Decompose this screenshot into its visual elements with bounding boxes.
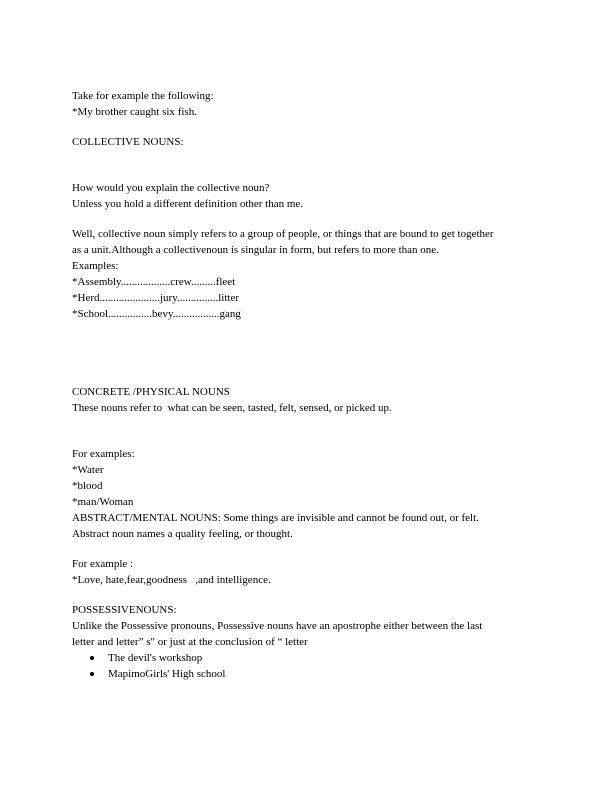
possessive-paragraph-line-2: letter and letter” s" or just at the conclusion of “ letter bbox=[72, 636, 308, 648]
abstract-example: *Love, hate,fear,goodness ,and intelligence. bbox=[72, 574, 271, 586]
collective-heading: COLLECTIVE NOUNS: bbox=[72, 136, 184, 148]
concrete-example-1: *Water bbox=[72, 464, 104, 476]
intro-line-2: *My brother caught six fish. bbox=[72, 106, 197, 118]
list-item: MapimoGirls' High school bbox=[108, 666, 542, 682]
document-page bbox=[72, 88, 542, 682]
list-item: The devil's workshop bbox=[108, 650, 542, 666]
intro-line-1: Take for example the following: bbox=[72, 90, 214, 102]
possessive-heading: POSSESSIVENOUNS: bbox=[72, 604, 177, 616]
collective-example-2: *Herd......................jury...............litter bbox=[72, 292, 240, 304]
concrete-description: These nouns refer to what can be seen, tasted, felt, sensed, or picked up. bbox=[72, 402, 392, 414]
possessive-examples-list bbox=[72, 650, 542, 682]
collective-examples-label: Examples: bbox=[72, 260, 119, 272]
collective-question-1: How would you explain the collective noun? bbox=[72, 182, 270, 194]
collective-example-3: *School................bevy.................gang bbox=[72, 308, 241, 320]
collective-question-2: Unless you hold a different definition other than me. bbox=[72, 198, 304, 210]
abstract-example-label: For example : bbox=[72, 558, 134, 570]
concrete-example-2: *blood bbox=[72, 480, 103, 492]
abstract-line-1: ABSTRACT/MENTAL NOUNS: Some things are invisible and cannot be found out, or felt. bbox=[72, 512, 479, 524]
collective-paragraph-line-2: as a unit.Although a collectivenoun is singular in form, but refers to more than one. bbox=[72, 244, 439, 256]
collective-example-1: *Assembly..................crew.........fleet bbox=[72, 276, 236, 288]
concrete-examples-label: For examples: bbox=[72, 448, 135, 460]
concrete-example-3: *man/Woman bbox=[72, 496, 134, 508]
possessive-paragraph-line-1: Unlike the Possessive pronouns, Possessive nouns have an apostrophe either between the last bbox=[72, 620, 483, 632]
concrete-heading: CONCRETE /PHYSICAL NOUNS bbox=[72, 386, 230, 398]
collective-paragraph-line-1: Well, collective noun simply refers to a group of people, or things that are bound to get together bbox=[72, 228, 494, 240]
abstract-line-2: Abstract noun names a quality feeling, or thought. bbox=[72, 528, 293, 540]
